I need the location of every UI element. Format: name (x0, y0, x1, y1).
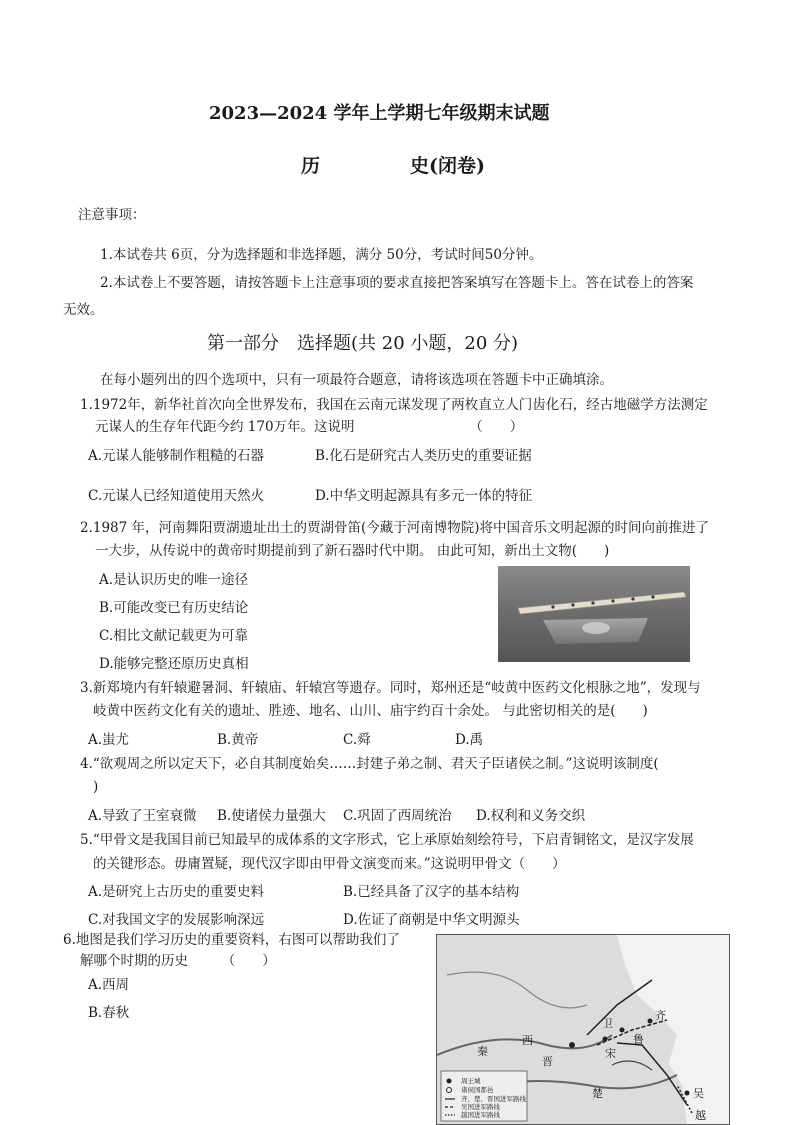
map-label-xi: 西 (522, 1034, 533, 1047)
q3-option-a: A.蚩尤 (88, 732, 130, 748)
q1-option-b: B.化石是研究古人类历史的重要证据 (315, 448, 532, 464)
q5-option-c: C.对我国文字的发展影响深远 (88, 912, 265, 928)
section-title: 第一部分 选择题(共 20 小题，20 分) (207, 333, 519, 354)
map-label-wei: 卫 (602, 1017, 613, 1030)
q4-option-c: C.巩固了西周统治 (343, 808, 452, 824)
q1-option-a: A.元谋人能够制作粗糙的石器 (88, 448, 265, 464)
q3-option-c: C.舜 (343, 732, 371, 748)
bone-flute-photo (498, 566, 690, 662)
map-legend-2: 诸侯国都邑 (461, 1086, 494, 1094)
map-legend-5: 越国进军路线 (461, 1111, 500, 1119)
q6-option-b: B.春秋 (88, 1005, 130, 1021)
q5-stem-line2: 的关键形态。毋庸置疑，现代汉字即由甲骨文演变而来。”这说明甲骨文（ ） (93, 856, 566, 872)
q3-stem-line2: 岐黄中医药文化有关的遗址、胜迹、地名、山川、庙宇约百十余处。 与此密切相关的是( ) (93, 703, 648, 719)
q5-option-d: D.佐证了商朝是中华文明源头 (343, 912, 520, 928)
bone-flute-image (498, 566, 690, 662)
map-legend-1: 周王城 (461, 1077, 481, 1085)
map-label-qi: 齐 (655, 1009, 666, 1022)
history-map (436, 934, 730, 1125)
notes-item-1: 1.本试卷共 6页，分为选择题和非选择题，满分 50分，考试时间50分钟。 (100, 247, 543, 263)
q2-option-d: D.能够完整还原历史真相 (99, 656, 249, 672)
q2-option-c: C.相比文献记载更为可靠 (99, 628, 249, 644)
q2-stem-line2: 一大步，从传说中的黄帝时期提前到了新石器时代中期。 由此可知，新出土文物( ) (95, 543, 610, 559)
map-legend-3: 齐、楚、晋国进军路线 (461, 1095, 526, 1103)
map-label-jin: 晋 (542, 1055, 553, 1068)
q2-stem-line1: 2.1987 年，河南舞阳贾湖遗址出土的贾湖骨笛(今藏于河南博物院)将中国音乐文明起源的时间向前推进了 (80, 520, 710, 536)
map-label-song: 宋 (605, 1047, 616, 1060)
exam-title: 2023—2024 学年上学期七年级期末试题 (209, 103, 550, 124)
map-label-lu: 鲁 (633, 1033, 644, 1046)
section-instruction: 在每小题列出的四个选项中，只有一项最符合题意，请将该选项在答题卡中正确填涂。 (100, 372, 613, 388)
q5-option-a: A.是研究上古历史的重要史料 (88, 884, 265, 900)
subject-left: 历 (301, 155, 321, 177)
q3-option-d: D.禹 (455, 732, 484, 748)
q5-option-b: B.已经具备了汉字的基本结构 (343, 884, 520, 900)
q2-option-a: A.是认识历史的唯一途径 (99, 572, 249, 588)
q6-option-a: A.西周 (88, 977, 130, 993)
q5-stem-line1: 5.“甲骨文是我国目前已知最早的成体系的文字形式，它上承原始刻绘符号，下启青铜铭文，是汉字发展 (80, 832, 694, 848)
map-label-wu: 吴 (693, 1087, 704, 1100)
q1-option-c: C.元谋人已经知道使用天然火 (88, 488, 265, 504)
notes-heading: 注意事项： (78, 207, 146, 223)
map-label-yue: 越 (695, 1109, 706, 1122)
map-legend-4: 吴国进军路线 (461, 1103, 500, 1111)
q1-stem-line1: 1.1972年，新华社首次向全世界发布，我国在云南元谋发现了两枚直立人门齿化石，经古地磁学方法测定 (80, 397, 708, 413)
notes-item-2-line1: 2.本试卷上不要答题，请按答题卡上注意事项的要求直接把答案填写在答题卡上。答在试卷上的答案 (100, 275, 694, 291)
map-label-qin: 秦 (477, 1045, 488, 1058)
q1-option-d: D.中华文明起源具有多元一体的特征 (315, 488, 533, 504)
q4-stem-line1: 4.“欲观周之所以定天下，必自其制度始矣……封建子弟之制、君天子臣诸侯之制。”这说明该制度( (80, 756, 659, 772)
subject-right: 史(闭卷) (410, 155, 485, 177)
map-label-chu: 楚 (592, 1087, 603, 1100)
q3-option-b: B.黄帝 (217, 732, 259, 748)
q1-stem-line2: 元谋人的生存年代距今约 170万年。这说明 （ ） (95, 419, 524, 435)
q3-stem-line1: 3.新郑境内有轩辕避暑洞、轩辕庙、轩辕宫等遗存。同时，郑州还是“岐黄中医药文化根脉之地”，发现与 (80, 680, 701, 696)
q4-option-a: A.导致了王室衰微 (88, 808, 197, 824)
q4-option-d: D.权利和义务交织 (476, 808, 586, 824)
q6-stem-line1: 6.地图是我们学习历史的重要资料，右图可以帮助我们了 (63, 932, 400, 948)
q4-option-b: B.使诸侯力量强大 (217, 808, 326, 824)
q4-stem-line2: ) (93, 779, 99, 795)
q6-stem-line2: 解哪个时期的历史 （ ） (80, 953, 276, 969)
notes-item-2-line2: 无效。 (63, 302, 104, 318)
q2-option-b: B.可能改变已有历史结论 (99, 600, 249, 616)
